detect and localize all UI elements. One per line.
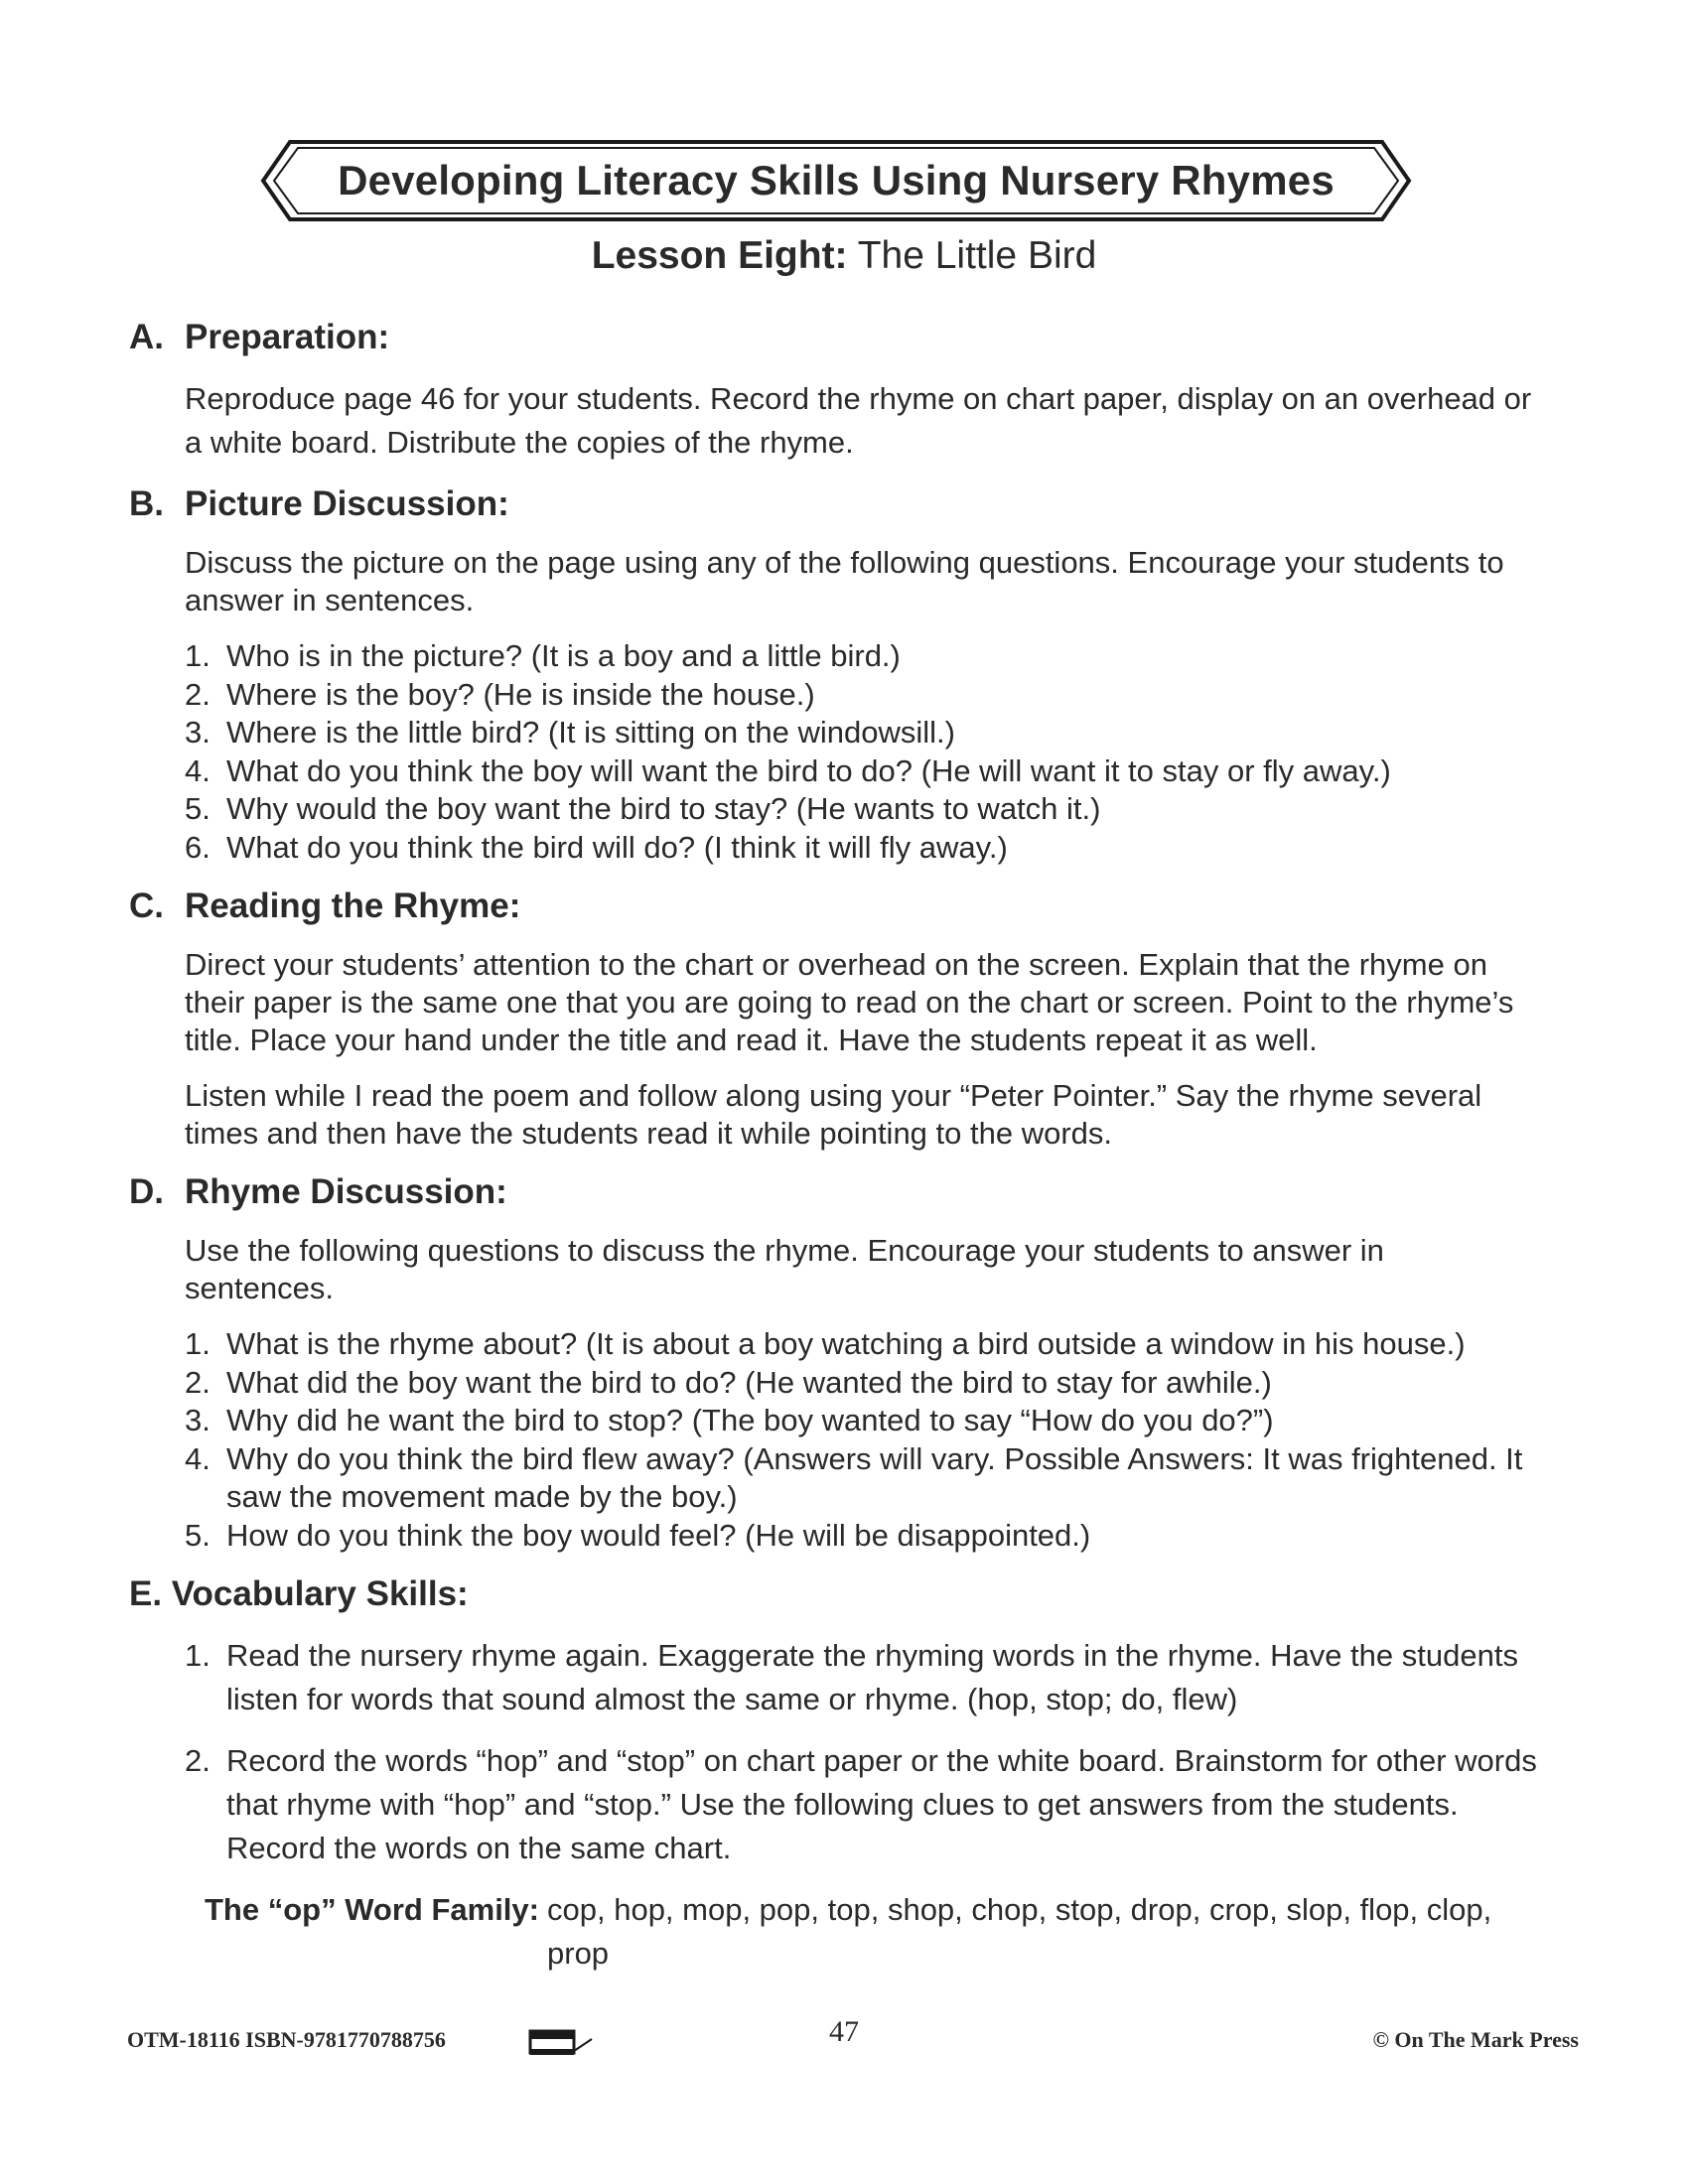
section-vocabulary-skills bbox=[129, 1572, 1559, 1976]
list-item bbox=[185, 1364, 1559, 1403]
item-number: 1. bbox=[185, 638, 211, 673]
item-text: What do you think the bird will do? (I think it will fly away.) bbox=[226, 829, 1008, 865]
section-heading bbox=[129, 1170, 1559, 1214]
page-footer bbox=[0, 2015, 1688, 2065]
lesson-title: The Little Bird bbox=[857, 234, 1097, 277]
item-number: 2. bbox=[185, 1743, 211, 1778]
section-title: Picture Discussion: bbox=[185, 484, 509, 523]
item-text: Why would the boy want the bird to stay? (He wants to watch it.) bbox=[226, 791, 1101, 826]
section-letter: D. bbox=[129, 1172, 164, 1211]
list-item bbox=[185, 829, 1559, 868]
item-number: 5. bbox=[185, 1517, 211, 1553]
item-text: Record the words “hop” and “stop” on chart paper or the white board. Brainstorm for other words that rhyme with “hop” and “stop.” Use the following clues to get answers from the students. Record the words on the same chart. bbox=[226, 1743, 1537, 1865]
item-text: Where is the boy? (He is inside the house.) bbox=[226, 676, 815, 712]
section-title: Preparation: bbox=[185, 318, 390, 356]
picture-questions bbox=[185, 637, 1559, 867]
rhyme-questions bbox=[185, 1325, 1559, 1555]
list-item bbox=[185, 790, 1559, 829]
preparation-text: Reproduce page 46 for your students. Record the rhyme on chart paper, display on an overhead or a white board. Distribute the copies of the rhyme. bbox=[185, 381, 1532, 460]
word-family bbox=[205, 1888, 1559, 1976]
rhyme-discussion-text: Use the following questions to discuss the rhyme. Encourage your students to answer in sentences. bbox=[185, 1233, 1384, 1305]
list-item bbox=[185, 1325, 1559, 1364]
page-title: Developing Literacy Skills Using Nursery Rhymes bbox=[338, 157, 1335, 204]
lesson-label: Lesson Eight: bbox=[591, 234, 848, 277]
item-text: Read the nursery rhyme again. Exaggerate the rhyming words in the rhyme. Have the students listen for words that sound almost the same or rhyme. (hop, stop; do, flew) bbox=[226, 1638, 1518, 1716]
item-text: How do you think the boy would feel? (He will be disappointed.) bbox=[226, 1517, 1091, 1553]
list-item bbox=[185, 1402, 1559, 1440]
item-text: Why do you think the bird flew away? (Answers will vary. Possible Answers: It was frightened. It saw the movement made by the boy.) bbox=[226, 1440, 1523, 1514]
item-text: Why did he want the bird to stop? (The boy wanted to say “How do you do?”) bbox=[226, 1403, 1274, 1437]
publisher: © On The Mark Press bbox=[1372, 2027, 1579, 2052]
list-item bbox=[185, 752, 1559, 791]
item-number: 4. bbox=[185, 1440, 211, 1476]
item-number: 4. bbox=[185, 752, 211, 788]
picture-discussion-text: Discuss the picture on the page using any of the following questions. Encourage your students to answer in sentences. bbox=[185, 545, 1504, 617]
section-title: Reading the Rhyme: bbox=[185, 887, 521, 925]
word-family-label: The “op” Word Family: bbox=[205, 1892, 539, 1927]
item-text: What did the boy want the bird to do? (He wanted the bird to stay for awhile.) bbox=[226, 1364, 1272, 1400]
reading-rhyme-text-2: Listen while I read the poem and follow along using your “Peter Pointer.” Say the rhyme several times and then have the students read it while pointing to the words. bbox=[185, 1078, 1482, 1151]
item-number: 1. bbox=[185, 1638, 211, 1673]
page-number: 47 bbox=[829, 2015, 859, 2048]
item-number: 6. bbox=[185, 829, 211, 865]
title-banner bbox=[260, 139, 1412, 222]
section-letter: B. bbox=[129, 484, 164, 523]
item-text: Where is the little bird? (It is sitting on the windowsill.) bbox=[226, 715, 955, 750]
item-text: What do you think the boy will want the bird to do? (He will want it to stay or fly away.) bbox=[226, 752, 1391, 788]
section-heading bbox=[129, 316, 1559, 359]
list-item bbox=[185, 637, 1559, 676]
word-family-words: cop, hop, mop, pop, top, shop, chop, stop, drop, crop, slop, flop, clop, prop bbox=[547, 1892, 1492, 1971]
item-text: Who is in the picture? (It is a boy and a little bird.) bbox=[226, 638, 901, 673]
item-number: 3. bbox=[185, 715, 211, 750]
item-number: 1. bbox=[185, 1326, 211, 1361]
section-picture-discussion bbox=[129, 482, 1559, 867]
section-title: E. Vocabulary Skills: bbox=[129, 1574, 469, 1613]
section-letter: A. bbox=[129, 318, 164, 356]
list-item bbox=[185, 1440, 1559, 1517]
section-preparation bbox=[129, 316, 1559, 465]
section-heading bbox=[129, 482, 1559, 526]
reading-rhyme-text: Direct your students’ attention to the chart or overhead on the screen. Explain that the rhyme on their paper is the same one that you are going to read on the chart or screen. Point to the rhyme’s title. Place your hand under the title and read it. Have the students repeat it as well. bbox=[185, 947, 1514, 1057]
list-item bbox=[185, 676, 1559, 715]
list-item bbox=[185, 1634, 1555, 1721]
item-number: 5. bbox=[185, 791, 211, 826]
item-number: 3. bbox=[185, 1403, 211, 1437]
section-heading bbox=[129, 1572, 1559, 1616]
lesson-content bbox=[129, 316, 1559, 1976]
lesson-subtitle bbox=[0, 234, 1688, 278]
list-item bbox=[185, 714, 1559, 752]
section-reading-rhyme bbox=[129, 885, 1559, 1153]
section-letter: C. bbox=[129, 887, 164, 925]
item-number: 2. bbox=[185, 676, 211, 712]
section-heading bbox=[129, 885, 1559, 928]
product-code: OTM-18116 ISBN-9781770788756 bbox=[127, 2027, 446, 2052]
item-number: 2. bbox=[185, 1364, 211, 1400]
list-item bbox=[185, 1517, 1559, 1556]
list-item bbox=[185, 1739, 1555, 1870]
item-text: What is the rhyme about? (It is about a boy watching a bird outside a window in his house.) bbox=[226, 1326, 1466, 1361]
section-title: Rhyme Discussion: bbox=[185, 1172, 507, 1211]
section-rhyme-discussion bbox=[129, 1170, 1559, 1555]
